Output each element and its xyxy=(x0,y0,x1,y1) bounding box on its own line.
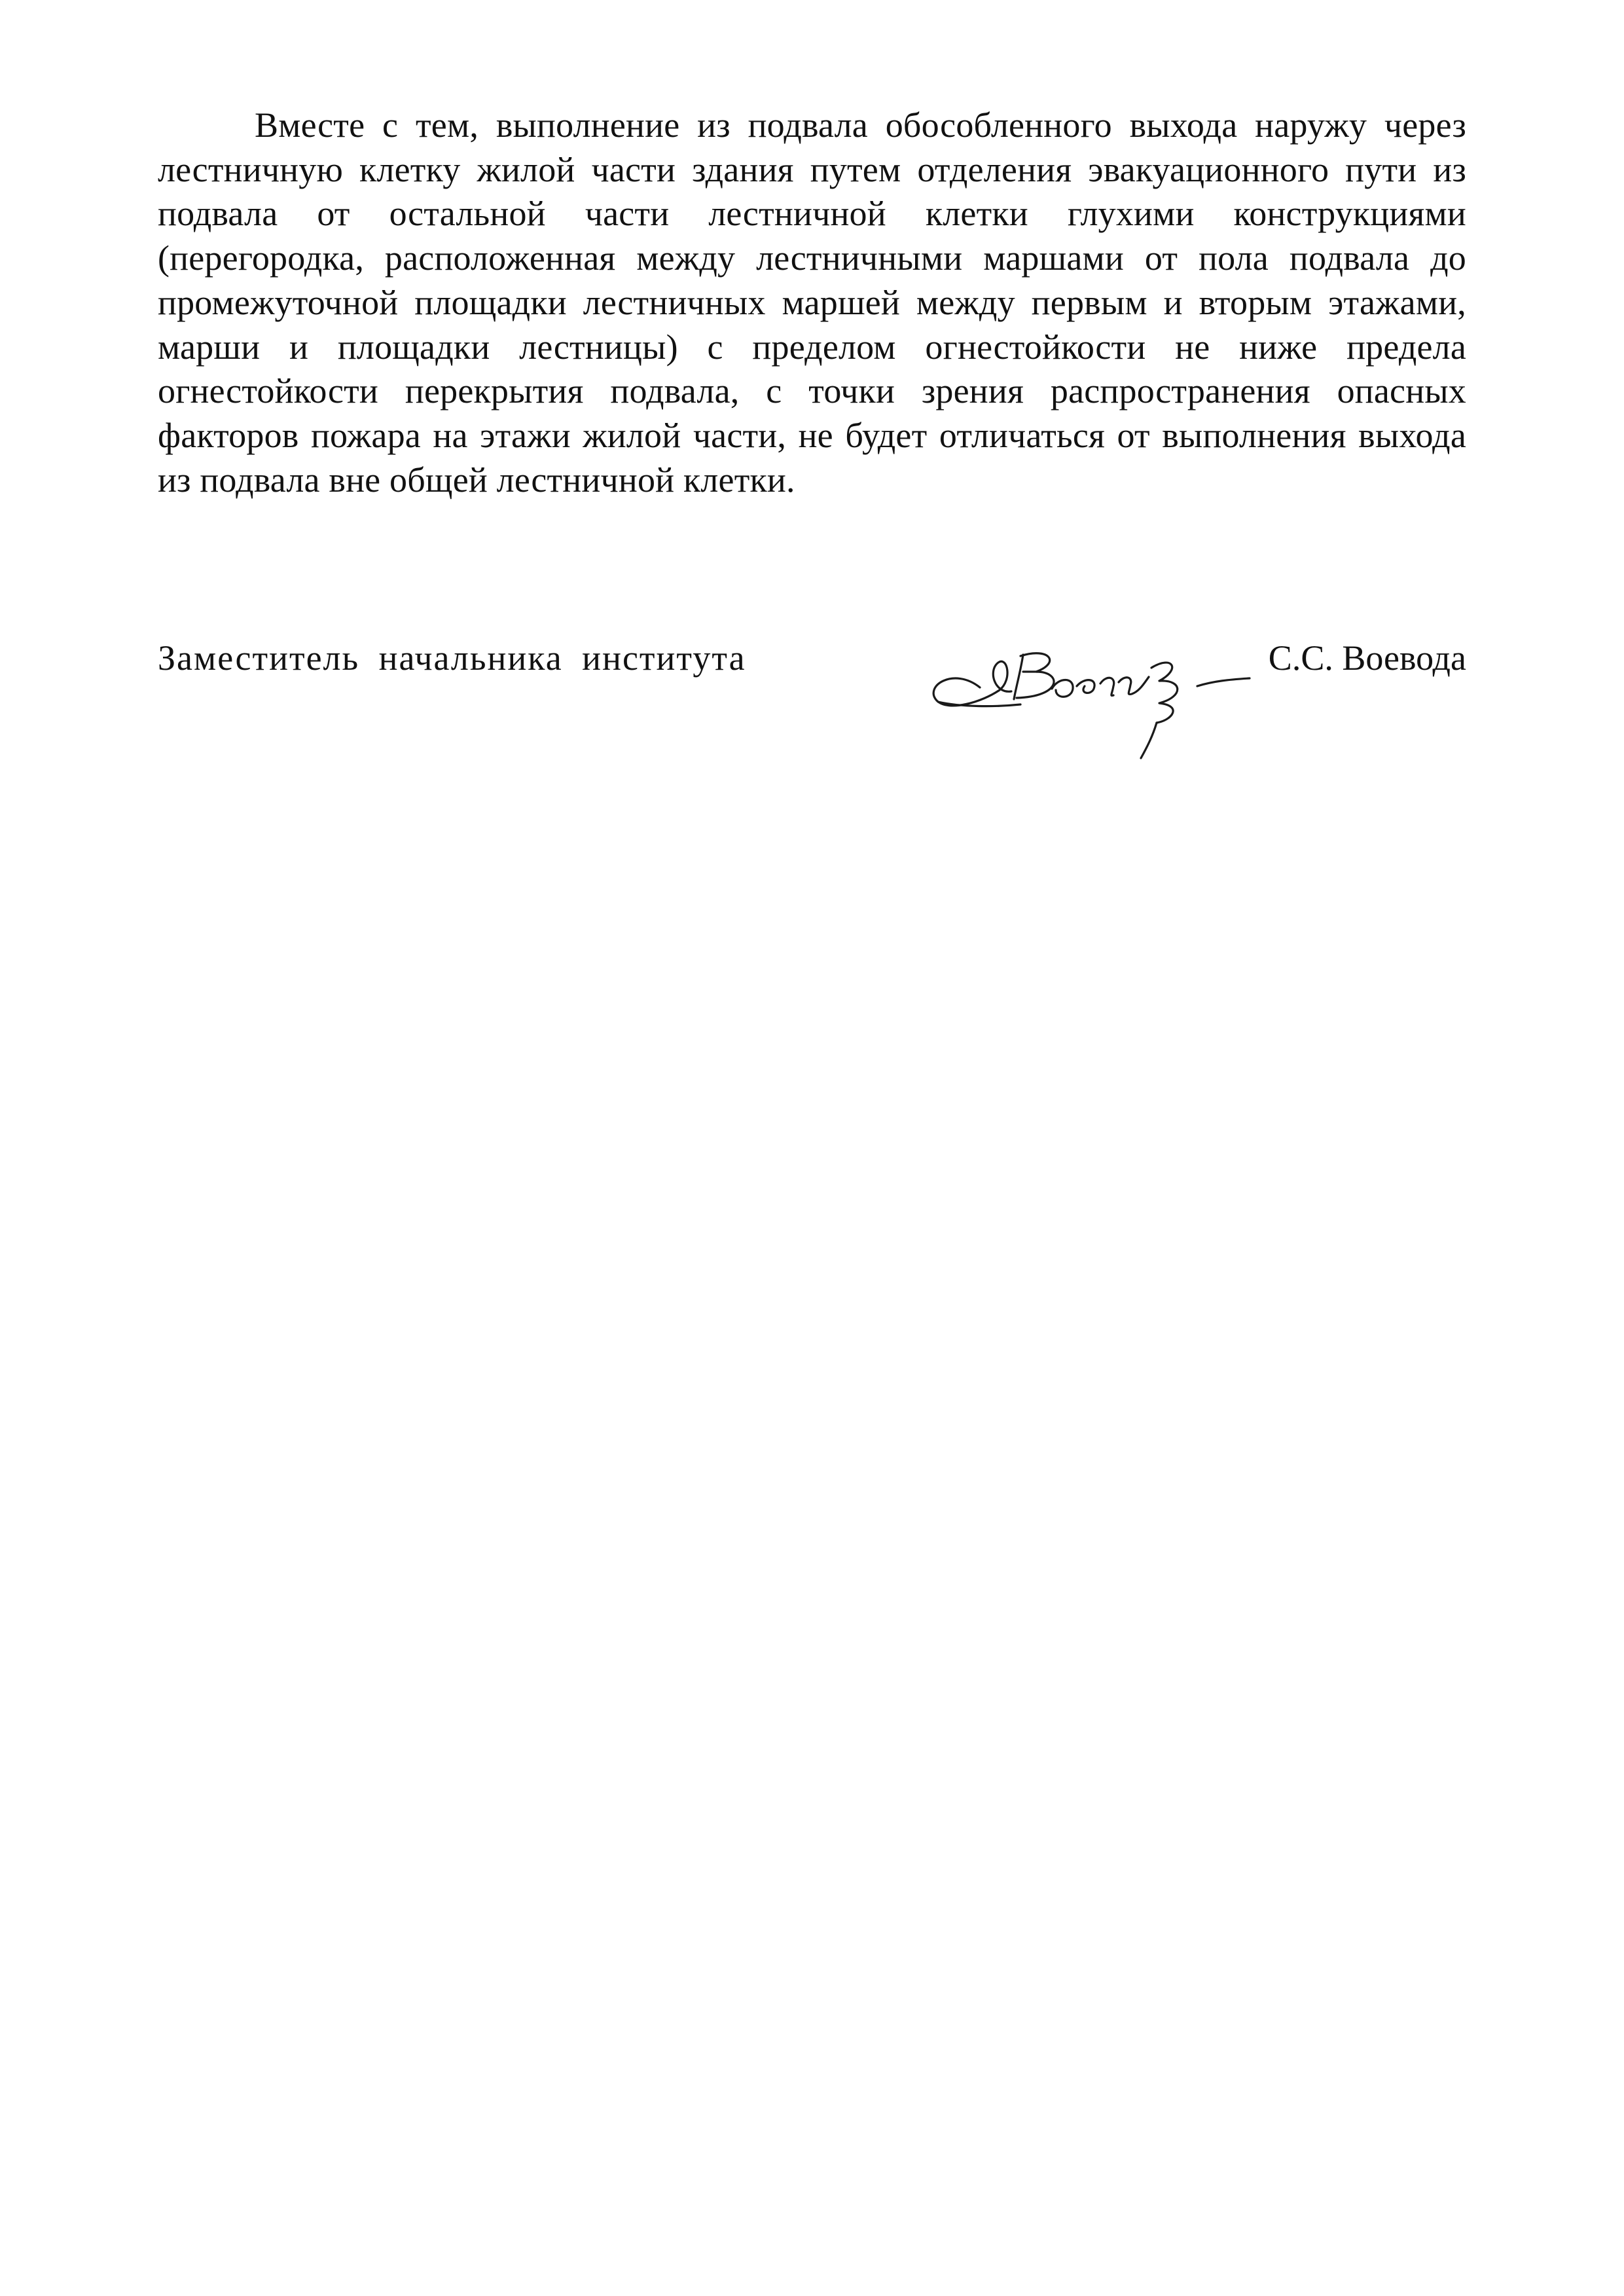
signer-position: Заместитель начальника института xyxy=(158,638,746,678)
handwritten-signature xyxy=(922,609,1367,759)
signer-name: С.С. Воевода xyxy=(1268,638,1466,678)
body-paragraph: Вместе с тем, выполнение из подвала обособленного выхода наружу через лестничную клетку жилой части здания путем отделения эвакуационного пути из подвала от остальной части лестничной клетки глухими конструкциями (перегородка, расположенная между лестничными маршами от пола подвала до промежуточной площадки лестничных маршей между первым и вторым этажами, марши и площадки лестницы) с пределом огнестойкости не ниже предела огнестойкости перекрытия подвала, с точки зрения распространения опасных факторов пожара на этажи жилой части, не будет отличаться от выполнения выхода из подвала вне общей лестничной клетки. xyxy=(158,105,1466,500)
signature-block xyxy=(158,609,1466,759)
